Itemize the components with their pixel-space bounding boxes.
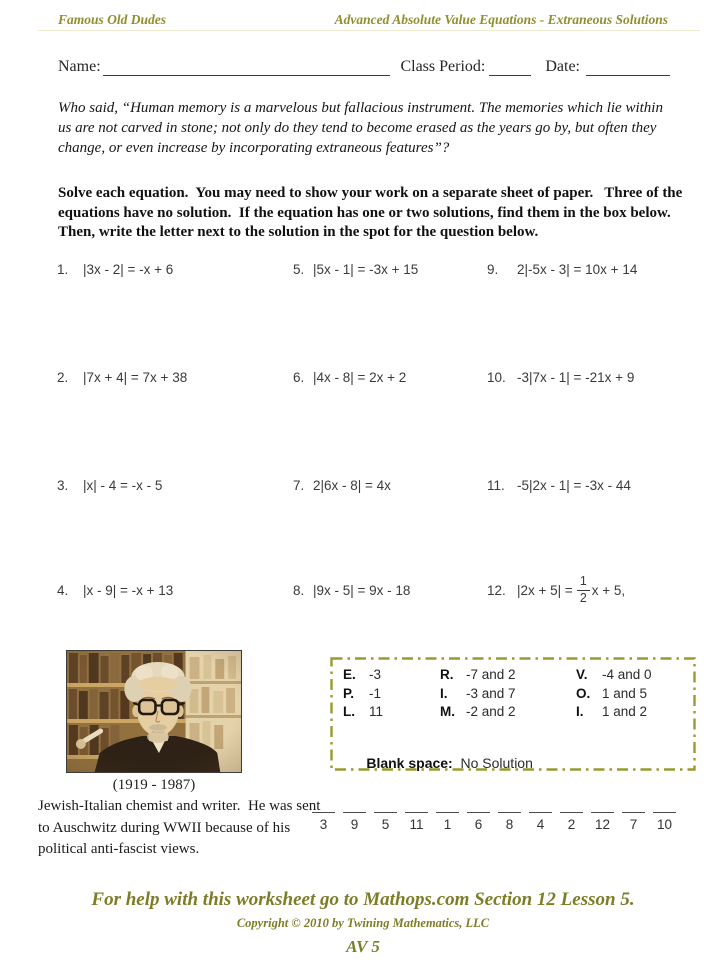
blank-number: 10: [656, 817, 673, 832]
problem-equation: |7x + 4| = 7x + 38: [83, 370, 188, 385]
answer-letter: M.: [440, 704, 455, 719]
answer-entry: [343, 666, 383, 685]
problem-equation: -3|7x - 1| = -21x + 9: [517, 370, 635, 385]
problem-2: [57, 370, 187, 385]
answer-letter: E.: [343, 667, 356, 682]
blank-space-note: [343, 739, 533, 787]
problem-9: [487, 262, 637, 277]
portrait-photo: [66, 650, 242, 773]
answer-letter: P.: [343, 685, 355, 701]
footer-worksheet-code: AV 5: [346, 937, 380, 956]
answer-entry: [440, 685, 516, 704]
answer-letter: L.: [343, 704, 355, 719]
answer-key-box: [330, 657, 696, 771]
answer-value: 11: [369, 704, 384, 719]
blank-line: [560, 812, 583, 813]
blank-number: 8: [505, 817, 514, 832]
header-rule: [38, 30, 700, 31]
header-series-title: Famous Old Dudes: [58, 12, 167, 27]
problem-4: [57, 583, 173, 598]
problem-10: [487, 370, 634, 385]
fraction-denominator: 2: [579, 590, 587, 605]
class-period-label: Class Period:: [400, 58, 486, 75]
problem-equation: |x - 9| = -x + 13: [83, 583, 174, 598]
blank-line: [653, 812, 676, 813]
problem-equation: -5|2x - 1| = -3x - 44: [517, 478, 631, 493]
problem-number: 6.: [293, 370, 305, 385]
answer-value: -3 and 7: [466, 685, 516, 701]
answer-value: 1 and 2: [602, 704, 648, 719]
blank-line: [312, 812, 335, 813]
portrait-years-caption: (1919 - 1987): [112, 777, 196, 793]
blank-space-label: Blank space:: [366, 755, 453, 771]
problem-equation-prefix: |2x + 5| =: [517, 582, 573, 598]
problem-7: [293, 478, 391, 493]
answer-entry: [576, 703, 652, 722]
answer-blank-cell: [404, 812, 429, 832]
blank-line: [343, 812, 366, 813]
answer-blank-cell: [311, 812, 336, 832]
blank-line: [467, 812, 490, 813]
problem-number: 2.: [57, 370, 69, 385]
answer-blank-cell: [497, 812, 522, 832]
answer-letter: I.: [576, 704, 584, 719]
fraction: [577, 575, 590, 604]
problem-11: [487, 478, 631, 493]
problem-6: [293, 370, 406, 385]
answer-entry: [576, 666, 652, 685]
answer-value: -7 and 2: [466, 667, 516, 682]
problem-equation-suffix: x + 5,: [591, 582, 626, 598]
problem-number: 10.: [487, 370, 506, 385]
header-topic-title: Advanced Absolute Value Equations - Extraneous Solutions: [334, 12, 668, 27]
student-info-row: [58, 58, 670, 76]
answer-blank-cell: [466, 812, 491, 832]
answer-blank-cell: [342, 812, 367, 832]
date-label: Date:: [545, 58, 580, 75]
answer-entry: [343, 685, 383, 704]
blank-line: [498, 812, 521, 813]
blank-line: [591, 812, 614, 813]
blank-number: 2: [567, 817, 576, 832]
portrait-illustration: [67, 651, 241, 772]
answer-key-column-2: [440, 666, 516, 722]
answer-entry: [440, 703, 516, 722]
answer-letter: R.: [440, 667, 454, 682]
blank-line: [529, 812, 552, 813]
answer-key-column-1: [343, 666, 383, 722]
problem-equation: 2|-5x - 3| = 10x + 14: [517, 262, 638, 277]
problem-number: 5.: [293, 262, 305, 277]
problem-number: 7.: [293, 478, 305, 493]
blank-line: [622, 812, 645, 813]
answer-blank-cell: [528, 812, 553, 832]
problem-number: 11.: [487, 478, 505, 493]
answer-value: 1 and 5: [602, 685, 648, 701]
date-blank: [586, 59, 670, 76]
blank-space-value: No Solution: [452, 755, 533, 771]
fraction-numerator: 1: [577, 575, 590, 590]
name-label: Name:: [58, 58, 101, 75]
answer-blank-cell: [621, 812, 646, 832]
class-period-blank: [489, 59, 531, 76]
blank-line: [374, 812, 397, 813]
answer-entry: [576, 685, 652, 704]
name-blank: [103, 59, 391, 76]
answer-value: -1: [369, 685, 382, 701]
answer-entry: [343, 703, 383, 722]
problem-equation: |x| - 4 = -x - 5: [83, 478, 163, 493]
blank-line: [405, 812, 428, 813]
blank-number: 12: [594, 817, 611, 832]
answer-blanks-row: [311, 812, 677, 832]
problem-12: [487, 562, 625, 618]
problem-equation: |3x - 2| = -x + 6: [83, 262, 174, 277]
footer-help-line: For help with this worksheet go to Mathops.com Section 12 Lesson 5.: [91, 889, 635, 910]
problem-number: 8.: [293, 583, 305, 598]
blank-number: 7: [629, 817, 638, 832]
problem-equation: |9x - 5| = 9x - 18: [313, 583, 411, 598]
blank-number: 4: [536, 817, 545, 832]
problem-number: 12.: [487, 582, 506, 598]
answer-entry: [440, 666, 516, 685]
footer-copyright: Copyright © 2010 by Twining Mathematics, LLC: [236, 916, 490, 930]
problem-equation: |5x - 1| = -3x + 15: [313, 262, 419, 277]
problem-1: [57, 262, 173, 277]
blank-number: 1: [443, 817, 452, 832]
problem-number: 1.: [57, 262, 69, 277]
answer-value: -3: [369, 667, 382, 682]
blank-number: 6: [474, 817, 483, 832]
answer-letter: O.: [576, 685, 591, 701]
problem-equation: |4x - 8| = 2x + 2: [313, 370, 407, 385]
instructions-paragraph: Solve each equation. You may need to show your work on a separate sheet of paper. Three of the equations have no solution. If the equation has one or two solutions, find them in the box below. Then, write the letter next to the solution in the spot for the question below.: [58, 185, 687, 240]
answer-key-column-3: [576, 666, 652, 722]
blank-number: 5: [381, 817, 390, 832]
answer-blank-cell: [559, 812, 584, 832]
answer-value: -2 and 2: [466, 704, 516, 719]
blank-number: 9: [350, 817, 359, 832]
answer-letter: V.: [576, 667, 588, 682]
problem-number: 9.: [487, 262, 499, 277]
problem-number: 3.: [57, 478, 69, 493]
answer-blank-cell: [373, 812, 398, 832]
problem-5: [293, 262, 418, 277]
quote-paragraph: Who said, “Human memory is a marvelous but fallacious instrument. The memories which lie within us are not carved in stone; not only do they tend to become erased as the years go by, but often they change, or even increase by incorporating extraneous features”?: [58, 100, 667, 156]
answer-letter: I.: [440, 685, 448, 701]
portrait-bio: Jewish-Italian chemist and writer. He was sent to Auschwitz during WWII because of his political anti-fascist views.: [38, 798, 325, 857]
answer-blank-cell: [652, 812, 677, 832]
problem-number: 4.: [57, 583, 69, 598]
answer-value: -4 and 0: [602, 667, 652, 682]
problem-equation: 2|6x - 8| = 4x: [313, 478, 391, 493]
answer-blank-cell: [435, 812, 460, 832]
blank-number: 11: [409, 817, 424, 832]
blank-number: 3: [319, 817, 328, 832]
blank-line: [436, 812, 459, 813]
answer-blank-cell: [590, 812, 615, 832]
problem-8: [293, 583, 410, 598]
problem-3: [57, 478, 162, 493]
